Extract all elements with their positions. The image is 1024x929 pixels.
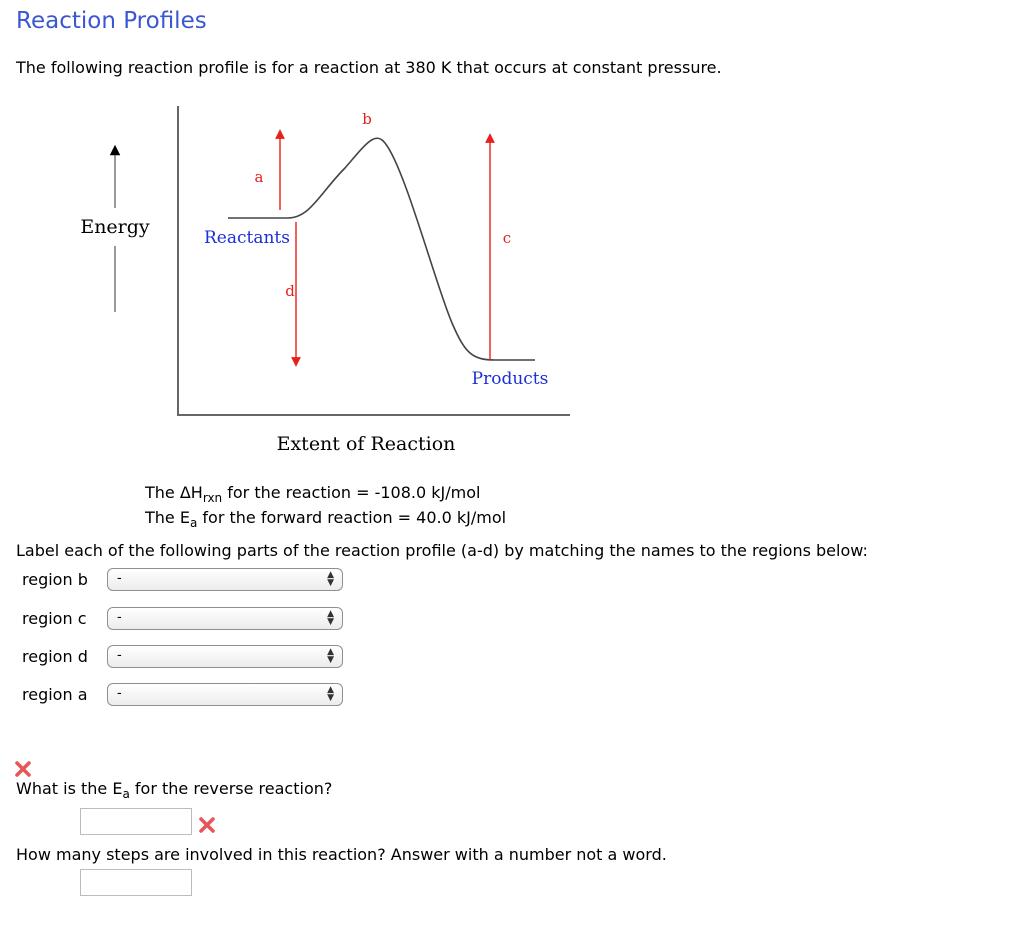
- select-arrows-icon: ▲ ▼: [327, 685, 334, 703]
- region-c-label: region c: [22, 609, 87, 628]
- intro-text: The following reaction profile is for a reaction at 380 K that occurs at constant pressure.: [16, 58, 722, 77]
- delta-h-text: The $\Delta H_{rxn}$ for the reaction = -108.0 kJ/mol: [145, 483, 481, 505]
- region-b-select[interactable]: - ▲ ▼: [107, 568, 343, 591]
- question1-prompt: Label each of the following parts of the reaction profile (a-d) by matching the names to the regions below:: [16, 541, 868, 560]
- select-arrows-icon: ▲ ▼: [327, 570, 334, 588]
- label-b: b: [362, 110, 372, 128]
- products-label: Products: [471, 369, 549, 389]
- wrong-mark-icon: [198, 816, 216, 834]
- label-c: c: [502, 229, 512, 247]
- x-axis-label: Extent of Reaction: [276, 433, 456, 455]
- region-c-select[interactable]: - ▲ ▼: [107, 607, 343, 630]
- select-arrows-icon: ▲ ▼: [327, 647, 334, 665]
- label-a: a: [254, 168, 264, 186]
- reverse-ea-input[interactable]: [80, 808, 192, 835]
- energy-label: Energy: [80, 216, 150, 238]
- page-title: Reaction Profiles: [16, 8, 207, 34]
- steps-input[interactable]: [80, 869, 192, 896]
- select-arrows-icon: ▲ ▼: [327, 609, 334, 627]
- region-b-label: region b: [22, 570, 88, 589]
- region-a-label: region a: [22, 685, 88, 704]
- question2-prompt: What is the $E_a$ for the reverse reaction?: [16, 779, 333, 801]
- wrong-mark-icon: [14, 760, 32, 778]
- label-d: d: [285, 282, 295, 300]
- activation-energy-text: The $E_a$ for the forward reaction = 40.0 kJ/mol: [145, 508, 507, 530]
- reactants-label: Reactants: [204, 228, 290, 248]
- question3-prompt: How many steps are involved in this reaction? Answer with a number not a word.: [16, 845, 667, 864]
- region-d-select[interactable]: - ▲ ▼: [107, 645, 343, 668]
- reaction-profile-diagram: [70, 98, 610, 470]
- region-a-select[interactable]: - ▲ ▼: [107, 683, 343, 706]
- energy-curve: [288, 138, 535, 360]
- region-d-label: region d: [22, 647, 88, 666]
